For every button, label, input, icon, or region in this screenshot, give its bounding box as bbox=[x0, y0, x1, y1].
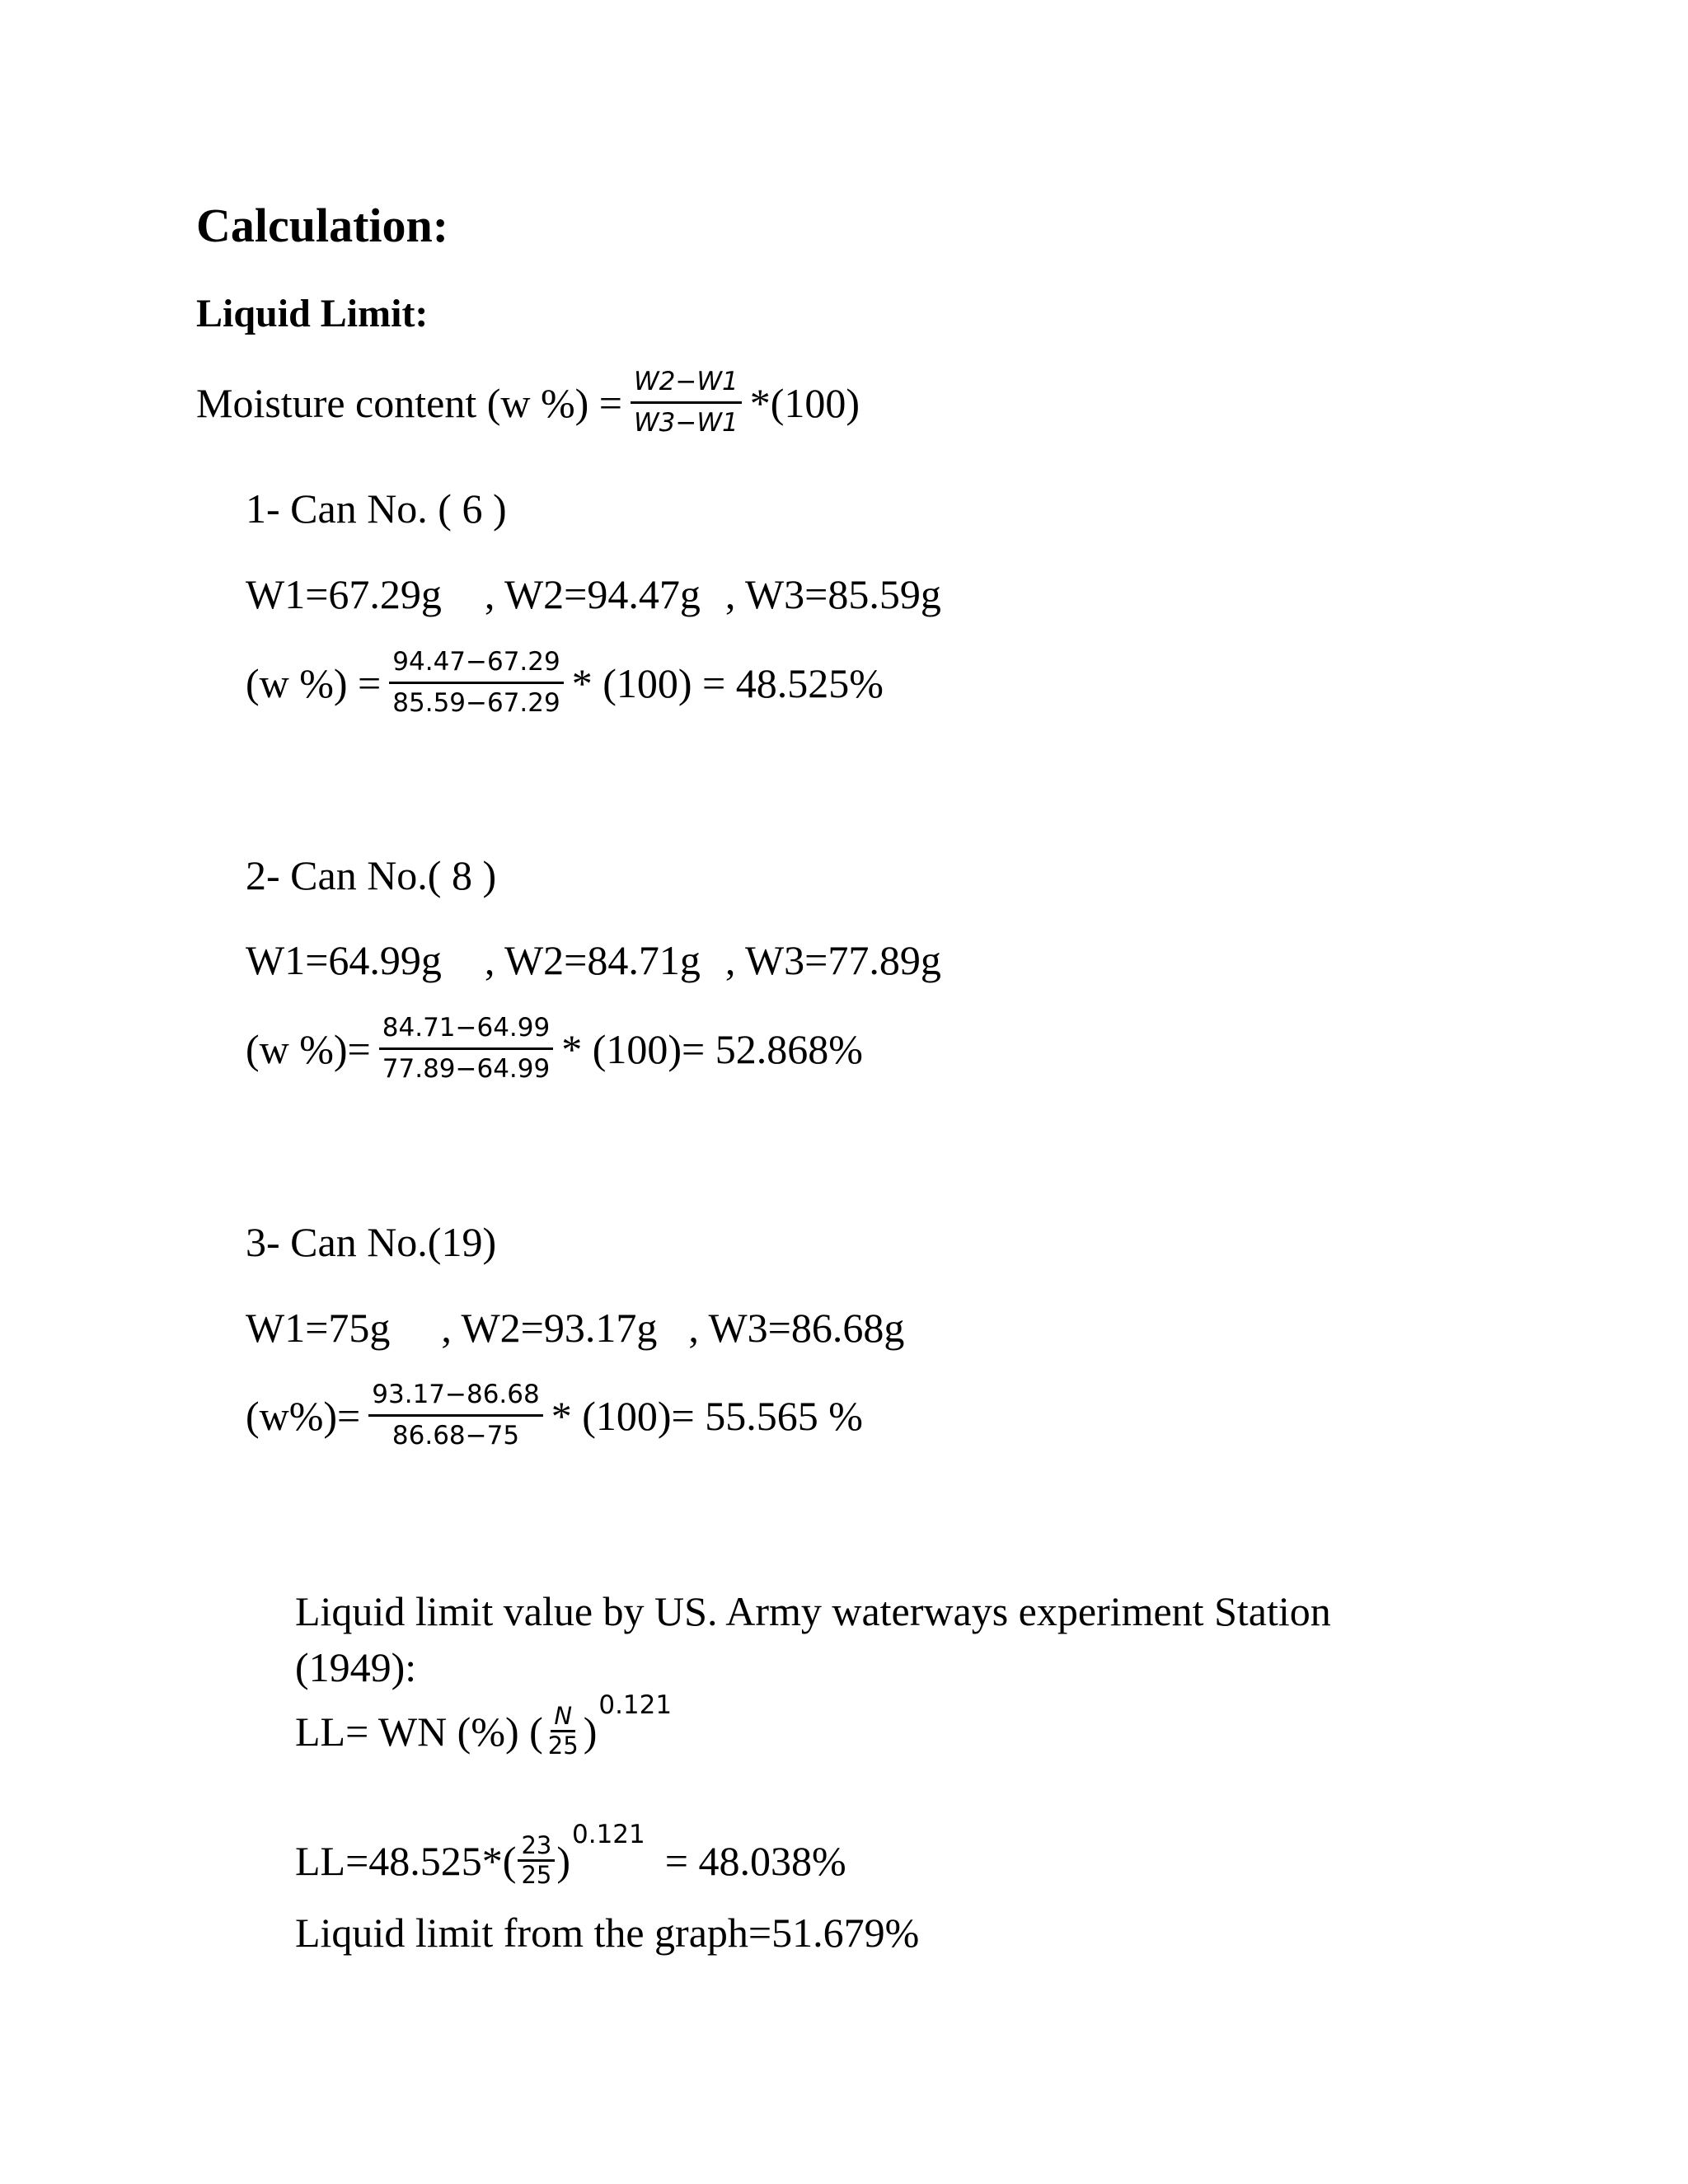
can-3-denominator: 86.68−75 bbox=[392, 1421, 520, 1451]
can-2-fraction bbox=[379, 1015, 553, 1082]
can-2-denominator: 77.89−64.99 bbox=[382, 1054, 551, 1084]
ll-formula-denominator: 25 bbox=[547, 1732, 579, 1760]
can-1-title: 1- Can No. ( 6 ) bbox=[246, 485, 507, 532]
ll-formula-exponent: 0.121 bbox=[598, 1690, 673, 1720]
can-1-w1: W1=67.29g bbox=[246, 571, 442, 617]
can-2-w3: , W3=77.89g bbox=[724, 937, 941, 983]
can-1-result: * (100) = 48.525% bbox=[571, 659, 884, 706]
ll-result-value: = 48.038% bbox=[664, 1837, 846, 1884]
formula-fraction bbox=[631, 369, 742, 436]
can-1-weights bbox=[246, 571, 941, 617]
can-3-w3: , W3=86.68g bbox=[688, 1305, 905, 1351]
ll-result bbox=[295, 1820, 846, 1889]
can-2-title: 2- Can No.( 8 ) bbox=[246, 852, 497, 898]
us-army-line-2: (1949): bbox=[295, 1644, 417, 1690]
can-1-numerator: 94.47−67.29 bbox=[389, 649, 563, 684]
can-2-weights bbox=[246, 937, 941, 983]
ll-formula-close: ) bbox=[583, 1708, 598, 1755]
ll-formula-numerator: N bbox=[551, 1704, 575, 1732]
us-army-line-1: Liquid limit value by US. Army waterways experiment Station bbox=[295, 1588, 1331, 1634]
ll-formula-fraction bbox=[545, 1704, 582, 1758]
can-1-fraction bbox=[389, 649, 563, 716]
page-title: Calculation: bbox=[196, 199, 449, 252]
can-1-w3: , W3=85.59g bbox=[724, 571, 941, 617]
can-2-lhs: (w %)= bbox=[246, 1025, 371, 1072]
ll-result-lhs: LL=48.525*( bbox=[295, 1837, 517, 1884]
moisture-formula bbox=[196, 369, 860, 436]
can-2-result: * (100)= 52.868% bbox=[561, 1025, 863, 1072]
graph-result-line: Liquid limit from the graph=51.679% bbox=[295, 1910, 920, 1956]
formula-rhs: *(100) bbox=[749, 379, 860, 426]
section-heading: Liquid Limit: bbox=[196, 292, 429, 335]
ll-result-close: ) bbox=[556, 1837, 570, 1884]
formula-denominator: W3−W1 bbox=[633, 408, 738, 438]
can-2-calculation bbox=[246, 1015, 863, 1082]
formula-lhs: Moisture content (w %) = bbox=[196, 379, 622, 426]
can-2-w2: , W2=84.71g bbox=[484, 937, 701, 983]
can-3-fraction bbox=[368, 1382, 542, 1449]
can-3-calculation bbox=[246, 1382, 863, 1449]
can-1-lhs: (w %) = bbox=[246, 659, 382, 706]
can-1-denominator: 85.59−67.29 bbox=[392, 688, 560, 718]
ll-result-fraction bbox=[518, 1831, 555, 1889]
can-3-weights bbox=[246, 1305, 905, 1351]
can-3-title: 3- Can No.(19) bbox=[246, 1219, 497, 1265]
can-3-w2: , W2=93.17g bbox=[441, 1305, 658, 1351]
can-3-numerator: 93.17−86.68 bbox=[368, 1382, 542, 1417]
formula-numerator: W2−W1 bbox=[631, 369, 742, 404]
ll-formula-lhs: LL= WN (%) ( bbox=[295, 1708, 543, 1755]
can-2-numerator: 84.71−64.99 bbox=[379, 1015, 553, 1050]
can-3-result: * (100)= 55.565 % bbox=[551, 1392, 863, 1439]
ll-result-numerator: 23 bbox=[518, 1834, 555, 1862]
ll-formula bbox=[295, 1690, 673, 1760]
ll-result-exponent: 0.121 bbox=[572, 1820, 645, 1849]
can-2-w1: W1=64.99g bbox=[246, 937, 442, 983]
can-3-w1: W1=75g bbox=[246, 1305, 391, 1351]
can-1-calculation bbox=[246, 649, 884, 716]
can-3-lhs: (w%)= bbox=[246, 1392, 361, 1439]
can-1-w2: , W2=94.47g bbox=[484, 571, 701, 617]
ll-result-denominator: 25 bbox=[521, 1861, 552, 1889]
